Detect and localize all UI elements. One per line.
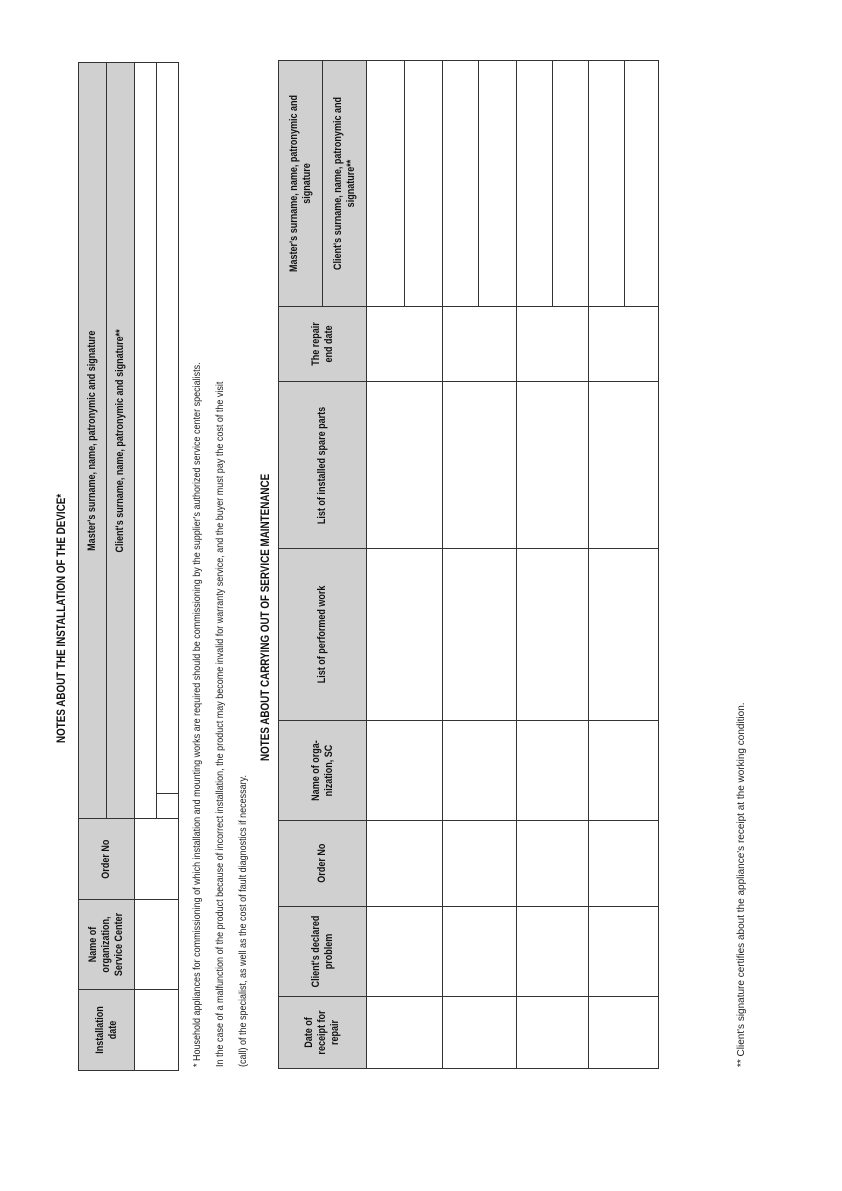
cell-spare-parts[interactable] (589, 382, 659, 549)
cell-spare-parts[interactable] (517, 382, 589, 549)
note-line-1: * Household appliances for commissioning of which installation and mounting works are required should be commissioning by the supplier's authorized service center specialists. (192, 362, 203, 1067)
cell-order-no[interactable] (589, 821, 659, 907)
cell-performed-work[interactable] (367, 549, 443, 721)
cell-organization[interactable] (443, 721, 517, 821)
cell-order-no[interactable] (135, 819, 179, 900)
cell-performed-work[interactable] (517, 549, 589, 721)
cell-master-signature[interactable] (517, 61, 553, 307)
cell-client-signature[interactable] (625, 61, 659, 307)
header-client-signature: Client's surname, name, patronymic and signature** (107, 62, 135, 818)
service-table (278, 60, 659, 1069)
cell-client-signature[interactable] (479, 61, 517, 307)
header-receipt-date: Date of receipt for repair (279, 997, 367, 1069)
header-organization: Name of organization, Service Center (79, 900, 135, 990)
cell-organization[interactable] (517, 721, 589, 821)
cell-client-signature[interactable] (157, 62, 179, 793)
cell-spacer (135, 794, 157, 819)
cell-master-signature[interactable] (589, 61, 625, 307)
header-master-signature: Master's surname, name, patronymic and signature (79, 62, 107, 818)
cell-receipt-date[interactable] (517, 997, 589, 1069)
header-order-no: Order No (79, 819, 135, 900)
header-performed-work: List of performed work (279, 549, 367, 721)
cell-performed-work[interactable] (443, 549, 517, 721)
cell-performed-work[interactable] (589, 549, 659, 721)
cell-declared-problem[interactable] (443, 907, 517, 997)
footnote: ** Client's signature certifies about the appliance's receipt at the working condition. (736, 702, 747, 1067)
cell-declared-problem[interactable] (367, 907, 443, 997)
cell-spare-parts[interactable] (443, 382, 517, 549)
cell-master-signature[interactable] (443, 61, 479, 307)
header-installation-date: Installation date (79, 990, 135, 1071)
note-line-3: (call) of the specialist, as well as the cost of fault diagnostics if necessary. (238, 775, 249, 1067)
cell-declared-problem[interactable] (589, 907, 659, 997)
installation-title: NOTES ABOUT THE INSTALLATION OF THE DEVICE* (54, 493, 68, 743)
header-organization: Name of orga-nization, SC (279, 721, 367, 821)
cell-spare-parts[interactable] (367, 382, 443, 549)
cell-organization[interactable] (367, 721, 443, 821)
cell-organization[interactable] (589, 721, 659, 821)
cell-end-date[interactable] (517, 307, 589, 382)
header-order-no: Order No (279, 821, 367, 907)
cell-master-signature[interactable] (135, 62, 157, 793)
cell-client-signature[interactable] (553, 61, 589, 307)
service-title: NOTES ABOUT CARRYING OUT OF SERVICE MAINTENANCE (258, 473, 272, 761)
header-master-signature: Master's surname, name, patronymic and signature (279, 61, 323, 307)
header-client-signature: Client's surname, name, patronymic and signature** (323, 61, 367, 307)
cell-organization[interactable] (135, 900, 179, 990)
header-declared-problem: Client's declared problem (279, 907, 367, 997)
installation-table (78, 62, 179, 1071)
cell-receipt-date[interactable] (367, 997, 443, 1069)
cell-receipt-date[interactable] (443, 997, 517, 1069)
cell-receipt-date[interactable] (589, 997, 659, 1069)
cell-end-date[interactable] (443, 307, 517, 382)
cell-declared-problem[interactable] (517, 907, 589, 997)
cell-end-date[interactable] (367, 307, 443, 382)
cell-master-signature[interactable] (367, 61, 405, 307)
cell-order-no[interactable] (367, 821, 443, 907)
cell-installation-date[interactable] (135, 990, 179, 1071)
cell-order-no[interactable] (443, 821, 517, 907)
cell-order-no[interactable] (517, 821, 589, 907)
cell-client-signature[interactable] (405, 61, 443, 307)
cell-end-date[interactable] (589, 307, 659, 382)
cell-spacer (157, 794, 179, 819)
header-end-date: The repair end date (279, 307, 367, 382)
header-spare-parts: List of installed spare parts (279, 382, 367, 549)
note-line-2: In the case of a malfunction of the product because of incorrect installation, the product may become invalid for warranty service, and the buyer must pay the cost of the visit (215, 381, 226, 1067)
